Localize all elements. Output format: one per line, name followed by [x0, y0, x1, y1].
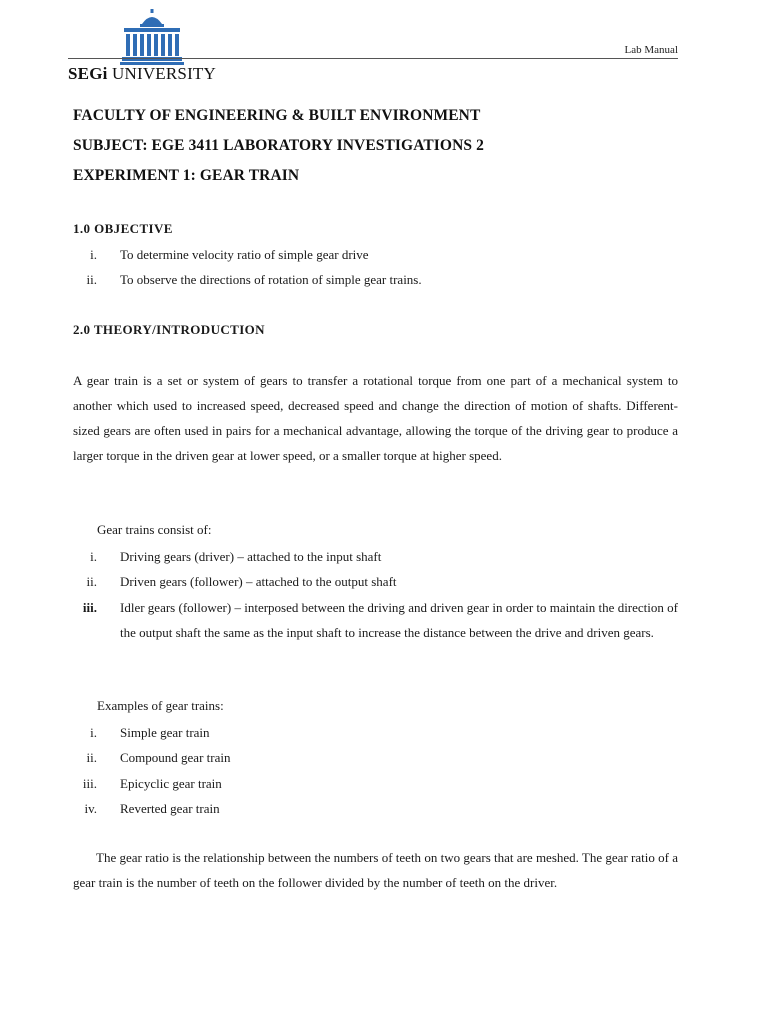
list-item: [73, 720, 678, 745]
list-item: [73, 544, 678, 569]
list-number: iii.: [82, 599, 97, 615]
list-item: [73, 242, 678, 267]
list-text: Reverted gear train: [120, 800, 220, 816]
list-text: Simple gear train: [120, 725, 210, 740]
list-text: Compound gear train: [120, 750, 231, 766]
brand-segi: SEGi: [68, 64, 108, 83]
list-number: ii.: [86, 750, 97, 766]
list-number: ii.: [86, 574, 97, 590]
list-item: [73, 267, 678, 292]
faculty-title: FACULTY OF ENGINEERING & BUILT ENVIRONMENT: [73, 107, 481, 124]
examples-intro: Examples of gear trains:: [97, 698, 224, 713]
list-item: [73, 745, 678, 770]
header-divider: [68, 58, 678, 59]
university-name: [68, 64, 216, 84]
subject-title: SUBJECT: EGE 3411 LABORATORY INVESTIGATIONS 2: [73, 137, 484, 154]
brand-university: UNIVERSITY: [112, 64, 216, 83]
experiment-title: EXPERIMENT 1: GEAR TRAIN: [73, 167, 300, 184]
list-item: [73, 569, 678, 594]
list-number: ii.: [86, 272, 97, 288]
objective-list: [73, 242, 678, 293]
list-text: Driven gears (follower) – attached to the output shaft: [120, 574, 397, 590]
list-item: [73, 595, 678, 646]
gear-ratio-paragraph: The gear ratio is the relationship between the numbers of teeth on two gears that are meshed. The gear ratio of a gear train is the number of teeth on the follower divided by the number of teeth on the driver.: [73, 850, 678, 890]
list-number: iv.: [84, 800, 97, 816]
list-number: iii.: [82, 775, 97, 791]
lab-manual-label: Lab Manual: [624, 44, 678, 56]
list-number: i.: [90, 549, 97, 564]
list-number: i.: [90, 725, 97, 740]
gear-components-list: [73, 544, 678, 645]
theory-paragraph: A gear train is a set or system of gears to transfer a rotational torque from one part of a mechanical system to another which used to increased speed, decreased speed and change the direction of motion of shafts. Different-sized gears are often used in pairs for a mechanical advantage, allowing the torque of the driving gear to produce a larger torque in the driven gear at lower speed, or a smaller torque at higher speed.: [73, 373, 678, 463]
gear-trains-consist-intro: Gear trains consist of:: [97, 522, 212, 537]
list-text: Epicyclic gear train: [120, 775, 222, 791]
list-item: [73, 796, 678, 821]
list-number: i.: [90, 247, 97, 262]
theory-heading: 2.0 THEORY/INTRODUCTION: [73, 322, 265, 337]
list-text: To determine velocity ratio of simple gear drive: [120, 247, 369, 262]
gear-train-examples-list: [73, 720, 678, 821]
list-text: To observe the directions of rotation of simple gear trains.: [120, 272, 422, 288]
objective-heading: 1.0 OBJECTIVE: [73, 221, 173, 236]
list-text: Idler gears (follower) – interposed between the driving and driven gear in order to maintain the direction of the output shaft the same as the input shaft to increase the distance between the drive and driven gears.: [120, 599, 678, 640]
list-text: Driving gears (driver) – attached to the input shaft: [120, 549, 382, 564]
list-item: [73, 771, 678, 796]
